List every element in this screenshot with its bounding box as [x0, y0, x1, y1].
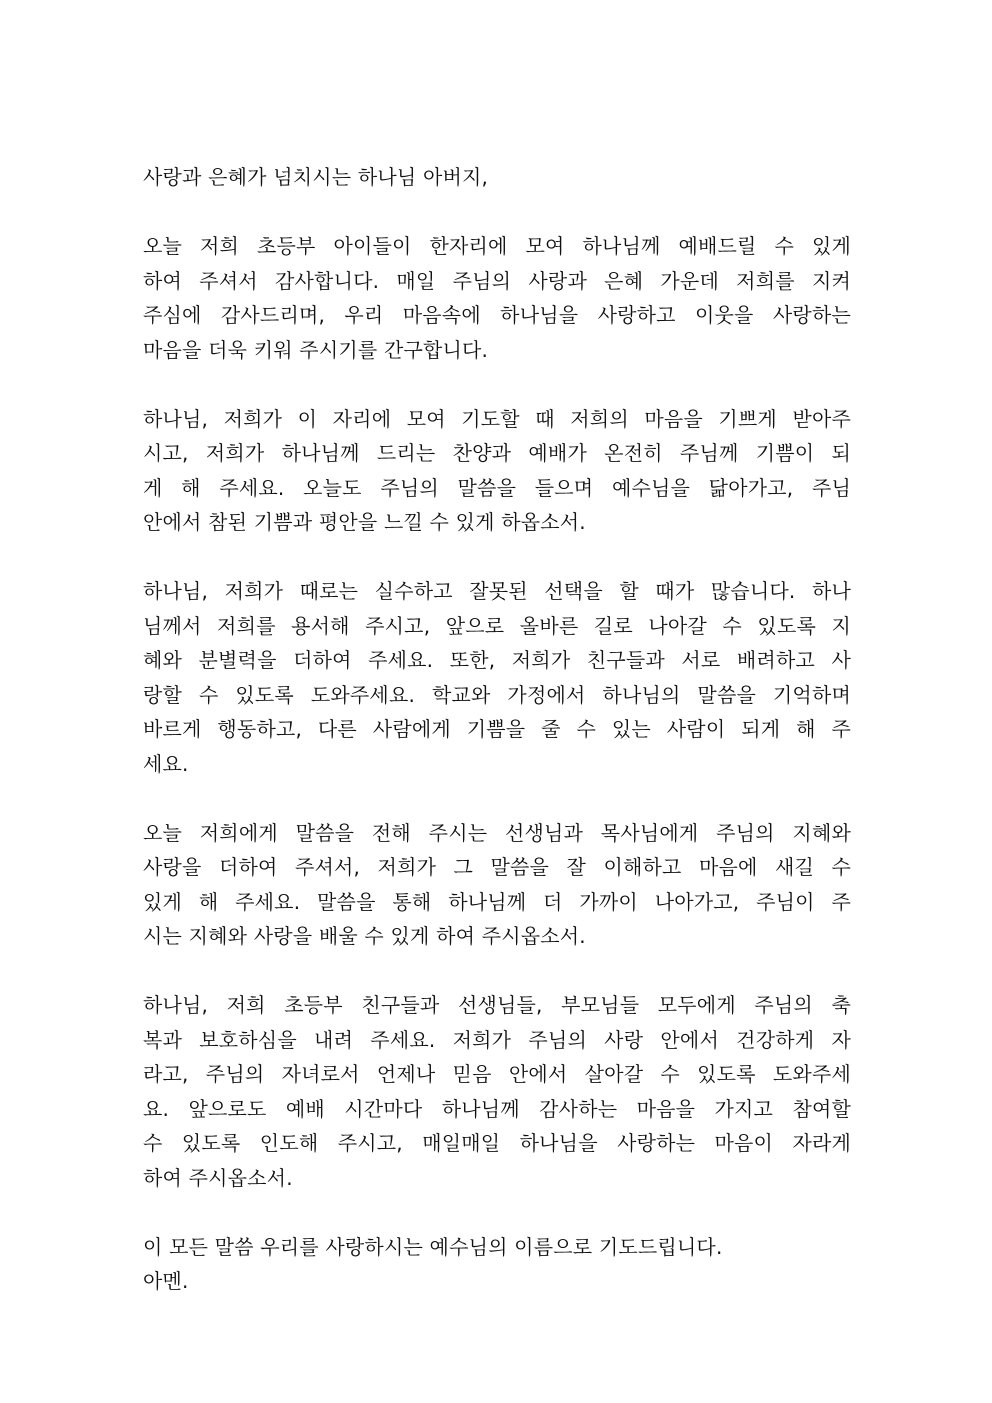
paragraph-line: 요. 앞으로도 예배 시간마다 하나님께 감사하는 마음을 가지고 참여할 — [143, 1096, 851, 1121]
paragraph-line: 안에서 참된 기쁨과 평안을 느낄 수 있게 하옵소서. — [143, 510, 586, 534]
paragraph-line: 라고, 주님의 자녀로서 언제나 믿음 안에서 살아갈 수 있도록 도와주세 — [143, 1062, 851, 1086]
paragraph-line: 하나님, 저희가 때로는 실수하고 잘못된 선택을 할 때가 많습니다. 하나 — [143, 579, 851, 603]
paragraph-1 — [143, 229, 851, 367]
closing-line: 이 모든 말씀 우리를 사랑하시는 예수님의 이름으로 기도드립니다. — [143, 1234, 723, 1259]
paragraph-line: 오늘 저희 초등부 아이들이 한자리에 모여 하나님께 예배드릴 수 있게 — [143, 234, 851, 258]
paragraph-line: 주심에 감사드리며, 우리 마음속에 하나님을 사랑하고 이웃을 사랑하는 — [143, 303, 851, 327]
amen-line: 아멘. — [143, 1269, 189, 1293]
paragraph-line: 복과 보호하심을 내려 주세요. 저희가 주님의 사랑 안에서 건강하게 자 — [143, 1027, 851, 1052]
paragraph-5 — [143, 988, 851, 1195]
paragraph-line: 하나님, 저희 초등부 친구들과 선생님들, 부모님들 모두에게 주님의 축 — [143, 993, 851, 1017]
greeting-paragraph — [143, 160, 851, 195]
paragraph-line: 하나님, 저희가 이 자리에 모여 기도할 때 저희의 마음을 기쁘게 받아주 — [143, 406, 851, 431]
paragraph-3 — [143, 574, 851, 781]
paragraph-4 — [143, 816, 851, 954]
paragraph-line: 세요. — [143, 751, 189, 776]
paragraph-line: 수 있도록 인도해 주시고, 매일매일 하나님을 사랑하는 마음이 자라게 — [143, 1131, 851, 1155]
paragraph-line: 랑할 수 있도록 도와주세요. 학교와 가정에서 하나님의 말씀을 기억하며 — [143, 682, 851, 707]
paragraph-line: 시고, 저희가 하나님께 드리는 찬양과 예배가 온전히 주님께 기쁨이 되 — [143, 441, 851, 465]
closing-paragraph — [143, 1230, 851, 1299]
greeting-line: 사랑과 은혜가 넘치시는 하나님 아버지, — [143, 165, 489, 189]
prayer-text — [143, 160, 851, 1299]
paragraph-line: 있게 해 주세요. 말씀을 통해 하나님께 더 가까이 나아가고, 주님이 주 — [143, 889, 851, 914]
paragraph-line: 하여 주셔서 감사합니다. 매일 주님의 사랑과 은혜 가운데 저희를 지켜 — [143, 268, 851, 293]
paragraph-line: 사랑을 더하여 주셔서, 저희가 그 말씀을 잘 이해하고 마음에 새길 수 — [143, 855, 851, 879]
paragraph-line: 오늘 저희에게 말씀을 전해 주시는 선생님과 목사님에게 주님의 지혜와 — [143, 820, 851, 845]
paragraph-line: 게 해 주세요. 오늘도 주님의 말씀을 들으며 예수님을 닮아가고, 주님 — [143, 475, 851, 500]
paragraph-line: 님께서 저희를 용서해 주시고, 앞으로 올바른 길로 나아갈 수 있도록 지 — [143, 613, 851, 638]
paragraph-2 — [143, 402, 851, 540]
paragraph-line: 시는 지혜와 사랑을 배울 수 있게 하여 주시옵소서. — [143, 924, 586, 948]
paragraph-line: 마음을 더욱 키워 주시기를 간구합니다. — [143, 337, 489, 362]
paragraph-line: 바르게 행동하고, 다른 사람에게 기쁨을 줄 수 있는 사람이 되게 해 주 — [143, 717, 851, 741]
paragraph-line: 혜와 분별력을 더하여 주세요. 또한, 저희가 친구들과 서로 배려하고 사 — [143, 648, 851, 672]
paragraph-line: 하여 주시옵소서. — [143, 1165, 293, 1190]
